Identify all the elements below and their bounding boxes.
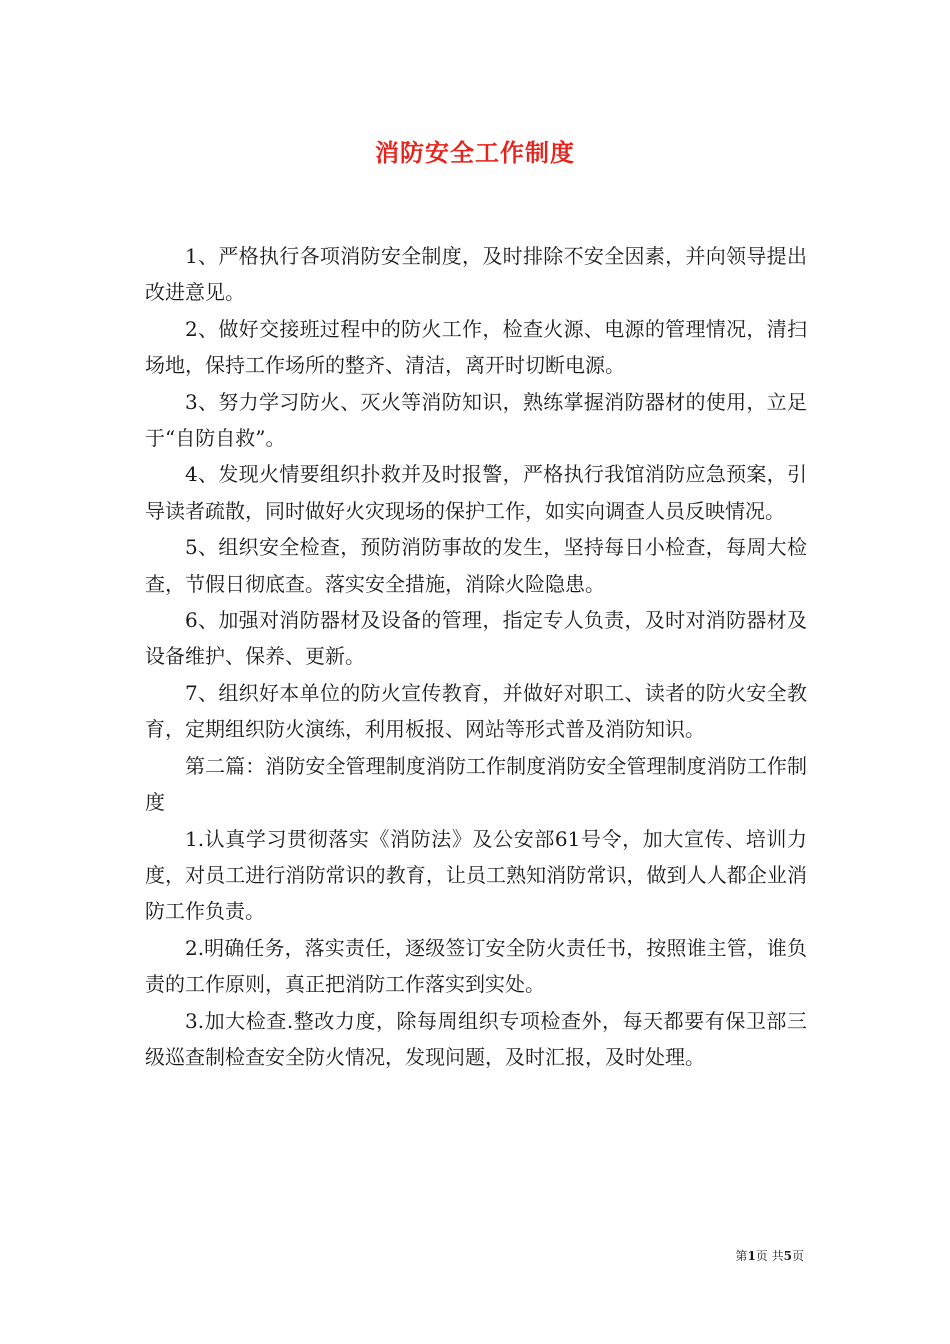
footer-prefix: 第 — [735, 1249, 748, 1263]
current-page-number: 1 — [747, 1249, 756, 1263]
paragraph-10: 3.加大检查.整改力度，除每周组织专项检查外，每天都要有保卫部三级巡查制检查安全防火情况，发现问题，及时汇报，及时处理。 — [145, 1008, 807, 1069]
paragraph-8: 1.认真学习贯彻落实《消防法》及公安部61号令，加大宣传、培训力度，对员工进行消防常识的教育，让员工熟知消防常识，做到人人都企业消防工作负责。 — [145, 826, 807, 924]
total-page-number: 5 — [783, 1249, 792, 1263]
footer-middle: 页 共 — [755, 1249, 784, 1263]
section-heading-second: 第二篇：消防安全管理制度消防工作制度消防安全管理制度消防工作制度 — [145, 753, 807, 815]
document-body — [145, 238, 807, 1075]
footer-suffix: 页 — [791, 1249, 804, 1263]
page-footer — [735, 1247, 804, 1264]
paragraph-9: 2.明确任务，落实责任，逐级签订安全防火责任书，按照谁主管，谁负责的工作原则，真正把消防工作落实到实处。 — [145, 935, 807, 997]
paragraph-4: 4、发现火情要组织扑救并及时报警，严格执行我馆消防应急预案，引导读者疏散，同时做好火灾现场的保护工作，如实向调查人员反映情况。 — [145, 462, 807, 523]
paragraph-1: 1、严格执行各项消防安全制度，及时排除不安全因素，并向领导提出改进意见。 — [145, 244, 807, 305]
document-title: 消防安全工作制度 — [375, 138, 575, 167]
paragraph-6: 6、加强对消防器材及设备的管理，指定专人负责，及时对消防器材及设备维护、保养、更新。 — [145, 608, 807, 669]
paragraph-3: 3、努力学习防火、灭火等消防知识，熟练掌握消防器材的使用，立足于“自防自救”。 — [145, 389, 807, 451]
paragraph-5: 5、组织安全检查，预防消防事故的发生，坚持每日小检查，每周大检查，节假日彻底查。落实安全措施，消除火险隐患。 — [145, 535, 807, 596]
paragraph-2: 2、做好交接班过程中的防火工作，检查火源、电源的管理情况，清扫场地，保持工作场所的整齐、清洁，离开时切断电源。 — [145, 316, 807, 378]
paragraph-7: 7、组织好本单位的防火宣传教育，并做好对职工、读者的防火安全教育，定期组织防火演练，利用板报、网站等形式普及消防知识。 — [145, 680, 807, 742]
